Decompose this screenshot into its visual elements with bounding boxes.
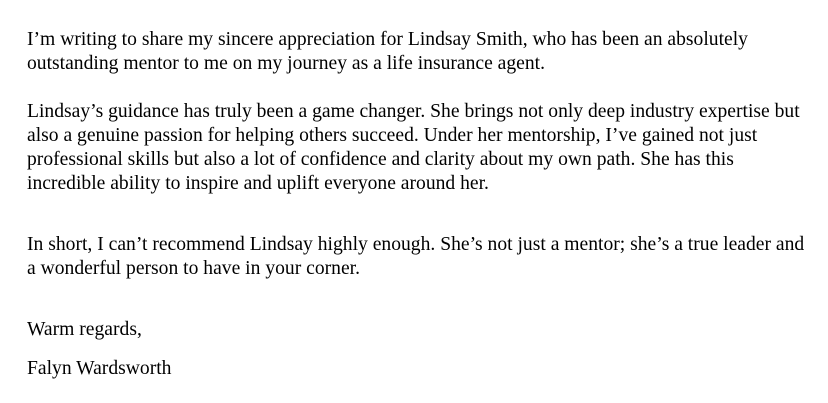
paragraph-guidance: Lindsay’s guidance has truly been a game changer. She brings not only deep industry expertise but also a genuine passion for helping others succeed. Under her mentorship, I’ve gained not just professional skills but also a lot of confidence and clarity about my own path. She has this incredible ability to inspire and uplift everyone around her. — [27, 101, 800, 194]
signature-name: Falyn Wardsworth — [27, 358, 172, 379]
closing-line: Warm regards, — [27, 319, 142, 340]
paragraph-recommendation: In short, I can’t recommend Lindsay highly enough. She’s not just a mentor; she’s a true leader and a wonderful person to have in your corner. — [27, 234, 805, 279]
letter-body — [27, 28, 817, 381]
paragraph-intro: I’m writing to share my sincere appreciation for Lindsay Smith, who has been an absolutely outstanding mentor to me on my journey as a life insurance agent. — [27, 29, 748, 74]
